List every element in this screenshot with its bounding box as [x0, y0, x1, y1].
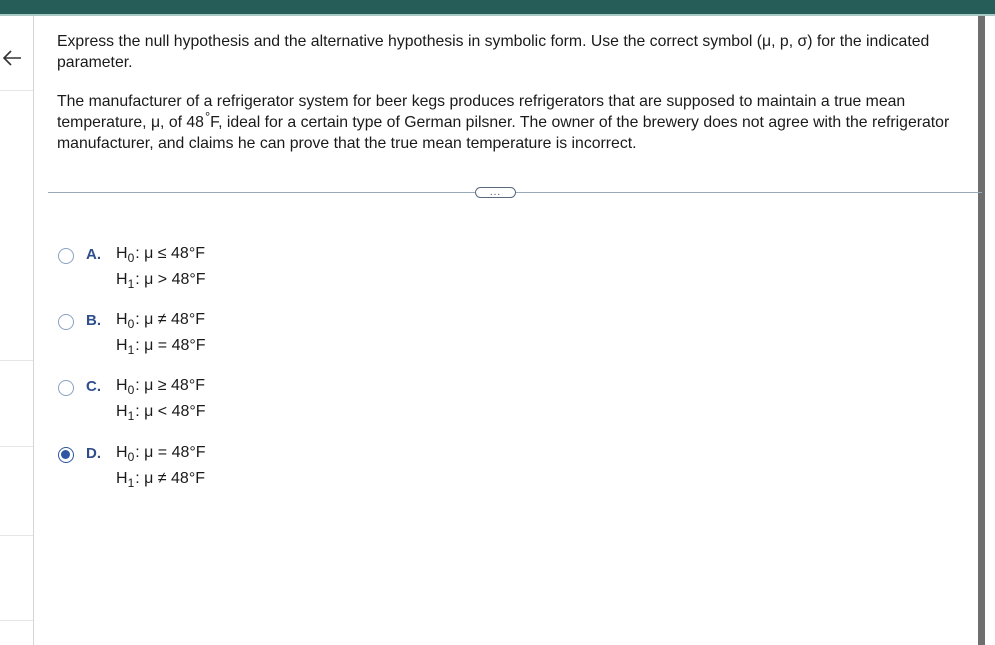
- top-header-bar: [0, 0, 995, 14]
- option-letter: C.: [86, 378, 101, 395]
- header-divider: [0, 14, 995, 16]
- left-rail-divider: [0, 90, 33, 91]
- question-text: [57, 31, 962, 154]
- scrollbar-thumb[interactable]: [978, 16, 985, 645]
- left-rail-divider: [0, 535, 33, 536]
- alternative-hypothesis: $H_1$: μ = 48°F: [116, 337, 206, 357]
- option-letter: A.: [86, 246, 101, 263]
- left-rail-divider: [0, 446, 33, 447]
- option-letter: B.: [86, 312, 101, 329]
- alternative-hypothesis: $H_1$: μ > 48°F: [116, 271, 206, 291]
- left-rail-divider: [0, 620, 33, 621]
- scrollbar-track[interactable]: [985, 16, 995, 645]
- radio-button-b[interactable]: [58, 314, 74, 330]
- null-hypothesis: $H_0$: μ ≠ 48°F: [116, 311, 205, 331]
- left-rail: [33, 16, 34, 645]
- answer-option-d[interactable]: [58, 444, 358, 499]
- radio-button-c[interactable]: [58, 380, 74, 396]
- alternative-hypothesis: $H_1$: μ < 48°F: [116, 403, 206, 423]
- scenario-text: The manufacturer of a refrigerator system for beer kegs produces refrigerators that are supposed to maintain a true mean temperature, μ, of 48°F, ideal for a certain type of German pilsner. The owner of the brewery does not agree with the refrigerator manufacturer, and claims he can prove that the true mean temperature is incorrect.: [57, 93, 950, 152]
- null-hypothesis: $H_0$: μ = 48°F: [116, 444, 206, 464]
- radio-button-a[interactable]: [58, 248, 74, 264]
- more-options-button[interactable]: ...: [475, 187, 516, 198]
- back-arrow-icon[interactable]: [2, 48, 22, 68]
- answer-option-b[interactable]: [58, 311, 358, 366]
- alternative-hypothesis: $H_1$: μ ≠ 48°F: [116, 470, 205, 490]
- answer-option-a[interactable]: [58, 245, 358, 300]
- null-hypothesis: $H_0$: μ ≥ 48°F: [116, 377, 205, 397]
- radio-button-d[interactable]: [58, 447, 74, 463]
- option-letter: D.: [86, 445, 101, 462]
- left-rail-divider: [0, 360, 33, 361]
- null-hypothesis: $H_0$: μ ≤ 48°F: [116, 245, 205, 265]
- instruction-text: Express the null hypothesis and the alternative hypothesis in symbolic form. Use the correct symbol (μ, p, σ) for the indicated parameter.: [57, 33, 930, 71]
- answer-option-c[interactable]: [58, 377, 358, 432]
